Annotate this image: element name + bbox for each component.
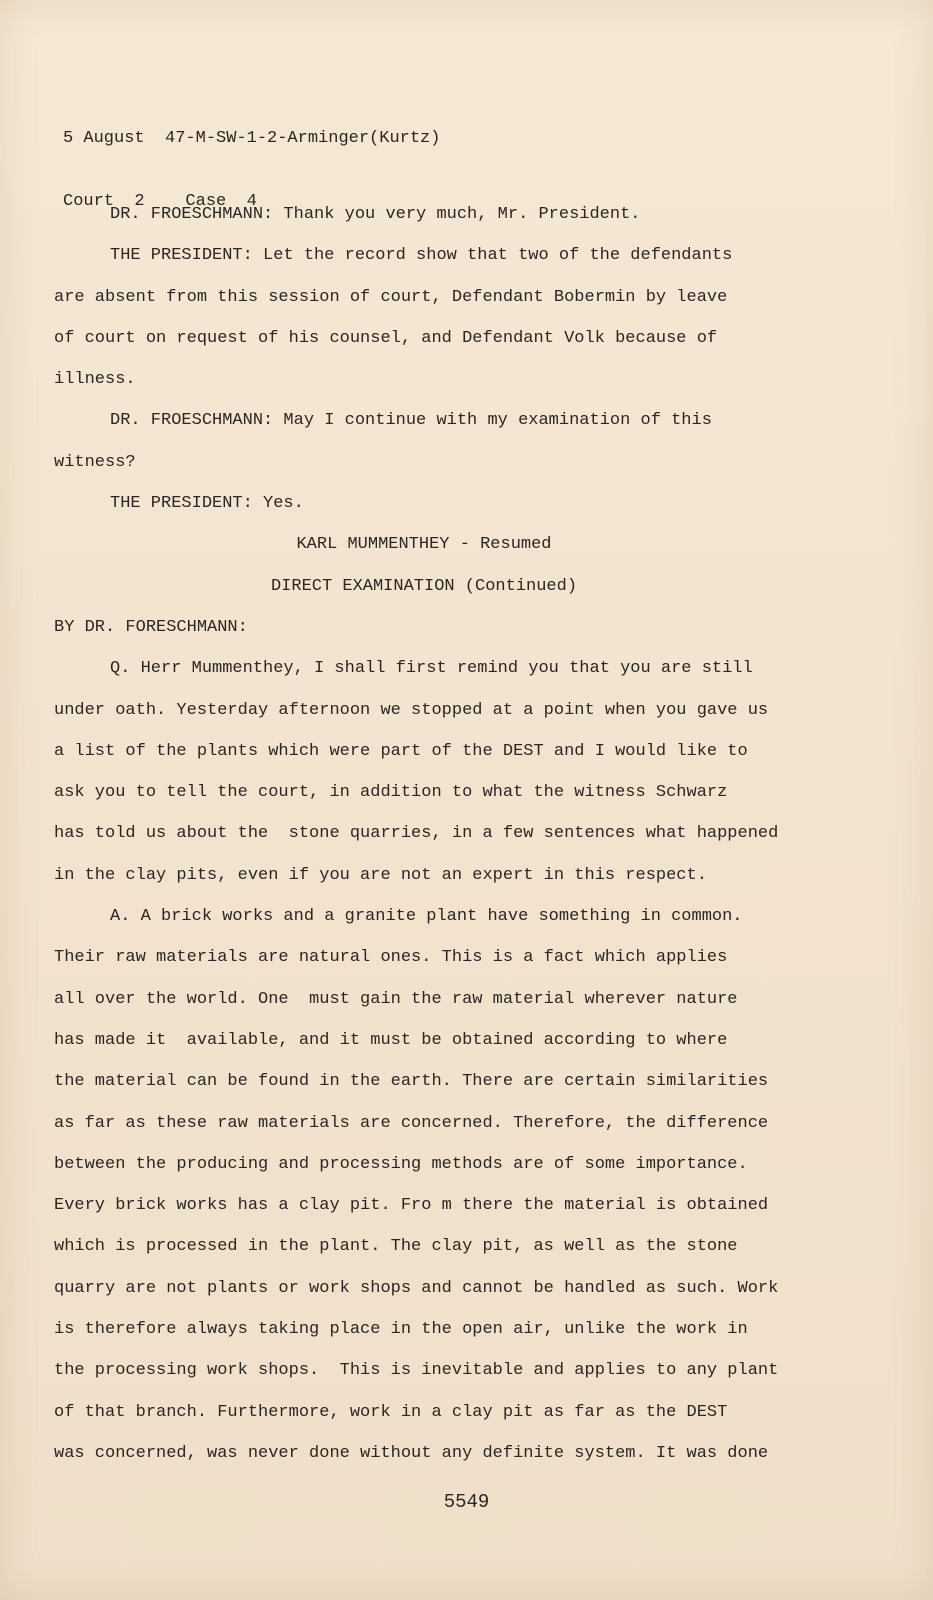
transcript-line: has told us about the stone quarries, in a few sentences what happened	[54, 824, 779, 844]
transcript-line: as far as these raw materials are concerned. Therefore, the difference	[54, 1113, 769, 1133]
header-court-case: Court 2 Case 4	[63, 192, 257, 211]
transcript-line: a list of the plants which were part of the DEST and I would like to	[54, 741, 748, 761]
transcript-line: all over the world. One must gain the raw material wherever nature	[54, 989, 738, 1009]
transcript-line: Their raw materials are natural ones. This is a fact which applies	[54, 948, 728, 968]
transcript-line: under oath. Yesterday afternoon we stopped at a point when you gave us	[54, 700, 769, 720]
transcript-line: witness?	[54, 452, 136, 472]
transcript-line: of court on request of his counsel, and Defendant Volk because of	[54, 328, 718, 348]
transcript-line: quarry are not plants or work shops and cannot be handled as such. Work	[54, 1278, 779, 1298]
transcript-line: has made it available, and it must be obtained according to where	[54, 1030, 728, 1050]
transcript-line: Q. Herr Mummenthey, I shall first remind you that you are still	[110, 659, 753, 679]
transcript-line: THE PRESIDENT: Let the record show that two of the defendants	[110, 246, 733, 266]
transcript-body	[54, 205, 794, 1485]
transcript-line: the material can be found in the earth. There are certain similarities	[54, 1072, 769, 1092]
transcript-line: the processing work shops. This is inevitable and applies to any plant	[54, 1361, 779, 1381]
transcript-line: between the producing and processing methods are of some importance.	[54, 1154, 748, 1174]
transcript-line: THE PRESIDENT: Yes.	[110, 494, 304, 514]
transcript-line: ask you to tell the court, in addition to what the witness Schwarz	[54, 783, 728, 803]
page-number: 5549	[443, 1491, 490, 1513]
transcript-line: are absent from this session of court, Defendant Bobermin by leave	[54, 287, 728, 307]
transcript-line: in the clay pits, even if you are not an expert in this respect.	[54, 865, 707, 885]
transcript-line: DR. FROESCHMANN: Thank you very much, Mr. President.	[110, 205, 641, 224]
header-date-reference: 5 August 47-M-SW-1-2-Arminger(Kurtz)	[63, 129, 441, 148]
transcript-line: Every brick works has a clay pit. Fro m there the material is obtained	[54, 1196, 769, 1216]
transcript-line: BY DR. FORESCHMANN:	[54, 617, 248, 637]
transcript-line: DIRECT EXAMINATION (Continued)	[270, 576, 578, 596]
transcript-line: of that branch. Furthermore, work in a clay pit as far as the DEST	[54, 1402, 728, 1422]
transcript-line: which is processed in the plant. The clay pit, as well as the stone	[54, 1237, 738, 1257]
transcript-line: A. A brick works and a granite plant have something in common.	[110, 907, 743, 927]
transcript-line: was concerned, was never done without any definite system. It was done	[54, 1443, 769, 1463]
transcript-line: DR. FROESCHMANN: May I continue with my examination of this	[110, 411, 712, 431]
transcript-line: illness.	[54, 370, 136, 390]
transcript-line: KARL MUMMENTHEY - Resumed	[296, 535, 552, 555]
transcript-line: is therefore always taking place in the open air, unlike the work in	[54, 1320, 748, 1340]
